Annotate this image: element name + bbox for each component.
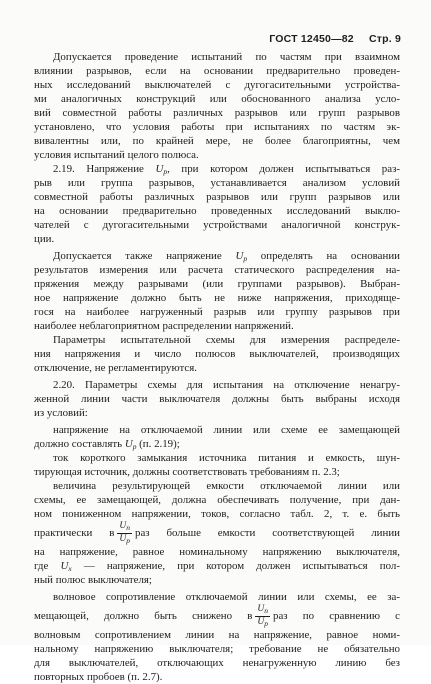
subscript: р: [264, 619, 269, 628]
text-line: рыв или группа разрывов, устанавливается анализом условий: [34, 177, 400, 189]
text-line: пряжения между разрывами (или группами разрывов). Выбран-: [34, 278, 400, 290]
text-line: женной линии части выключателя должны быть выбраны исходя: [34, 393, 400, 405]
text-fragment: должно составлять: [34, 438, 123, 450]
text-line: ный полюс выключателя;: [34, 574, 152, 586]
text-line: [34, 249, 400, 263]
text-fragment: практически в: [34, 527, 115, 539]
text-line: для выключателей, отключающих ненагруженную линию без: [34, 657, 400, 669]
fraction-un-up: [117, 521, 132, 545]
text-fragment: где: [34, 560, 49, 572]
text-fragment: раз больше емкости соответствующей линии: [135, 527, 400, 539]
text-fragment: — напряжение, при котором должен испытываться пол-: [83, 560, 400, 572]
text-line: на напряжение, равное номинальному напряжению выключателя,: [34, 546, 400, 558]
variable-u: U: [155, 163, 164, 175]
text-fragment: раз по сравнению с: [273, 610, 400, 622]
text-line: повторных пробоев (п. 2.7).: [34, 671, 163, 683]
text-line: ции.: [34, 233, 55, 245]
variable-u: U: [257, 604, 265, 614]
variable-u: U: [119, 521, 127, 531]
text-line: напряжение на отключаемой линии или схеме ее замещающей: [53, 424, 400, 436]
text-line: на основании предварительно проведенных исследований выклю-: [34, 205, 400, 217]
standard-number: ГОСТ 12450—82: [269, 33, 354, 45]
text-line: условия испытаний целого полюса.: [34, 149, 199, 161]
subscript: р: [126, 536, 131, 545]
text-line: [34, 162, 400, 176]
text-line: совместной работы различных разрывов или групп разрывов или: [34, 191, 400, 203]
text-line: наиболее неблагоприятном распределении напряжений.: [34, 320, 294, 332]
text-line: [34, 437, 400, 451]
subscript: х: [68, 564, 72, 573]
text-line: гося на наиболее нагруженный разрыв или группу разрывов при: [34, 306, 400, 318]
subscript: р: [163, 167, 168, 176]
text-line: ных исследований выключателей с дугогасительными устройства-: [34, 79, 400, 91]
variable-u: U: [124, 438, 133, 450]
text-line: Параметры испытательной схемы для измерения распределе-: [53, 334, 400, 346]
variable-u: U: [257, 617, 265, 627]
subscript: п: [126, 523, 131, 532]
text-line: отключение, не регламентируются.: [34, 362, 197, 374]
text-fragment: мещающей, должно быть снижено в: [34, 610, 253, 622]
variable-u: U: [235, 250, 244, 262]
text-line: ток короткого замыкания источника питания и емкость, шун-: [53, 452, 400, 464]
text-fragment: Допускается также напряжение: [53, 250, 222, 262]
subscript: р: [132, 442, 137, 451]
text-line: чателей с дугогасительными устройствами аналогичной конструк-: [34, 219, 400, 231]
text-line: 2.20. Параметры схемы для испытания на отключение ненагру-: [53, 379, 400, 391]
text-line: схемы, ее замещающей, должна обеспечивать получение, при дан-: [34, 494, 400, 506]
text-line: вивалентны или, по крайней мере, не более благоприятны, чем: [34, 135, 400, 147]
text-fragment: определять на основании: [260, 250, 400, 262]
page-number: Стр. 9: [368, 33, 401, 45]
text-line: результатов измерения или расчета статического распределения на-: [34, 264, 400, 276]
text-line: [34, 604, 400, 628]
text-line: ное напряжение должно быть не ниже напряжения, приходяще-: [34, 292, 400, 304]
text-line: [34, 559, 400, 573]
text-line: волновым сопротивлением линии на напряжение, равное номи-: [34, 629, 400, 641]
variable-u: U: [119, 534, 127, 544]
text-line: вий совместной работы различных разрывов или групп разрывов: [34, 107, 400, 119]
text-fragment: , при котором должен испытываться раз-: [167, 163, 400, 175]
text-line: Допускается проведение испытаний по частям при взаимном: [53, 51, 400, 63]
text-line: [34, 521, 400, 545]
text-line: волновое сопротивление отключаемой линии или схемы, ее за-: [53, 591, 400, 603]
subscript: п: [264, 606, 269, 615]
body-text: [34, 50, 400, 684]
fraction-un-up: [255, 604, 270, 628]
text-fragment: (п. 2.19);: [139, 438, 180, 450]
text-line: установлено, что условия работы при испытаниях по частям эк-: [34, 121, 400, 133]
subscript: р: [243, 254, 248, 263]
text-line: из условий:: [34, 407, 88, 419]
page-header: [269, 33, 401, 45]
text-line: ном пониженном напряжении, токов, согласно табл. 2, т. е. быть: [34, 508, 400, 520]
text-line: тирующая источник, должны соответствовать требованиям п. 2.3;: [34, 466, 340, 478]
text-fragment: 2.19. Напряжение: [53, 163, 144, 175]
text-line: величина результирующей емкости отключаемой линии или: [53, 480, 400, 492]
text-line: ми аналогичных конструкций или обоснованного анализа усло-: [34, 93, 400, 105]
text-line: ния напряжения и число полюсов выключателей, производящих: [34, 348, 400, 360]
text-line: нальному напряжению выключателя; требование не обязательно: [34, 643, 400, 655]
variable-u: U: [60, 560, 69, 572]
text-line: влиянии разрывов, если на основании предварительно проведен-: [34, 65, 400, 77]
